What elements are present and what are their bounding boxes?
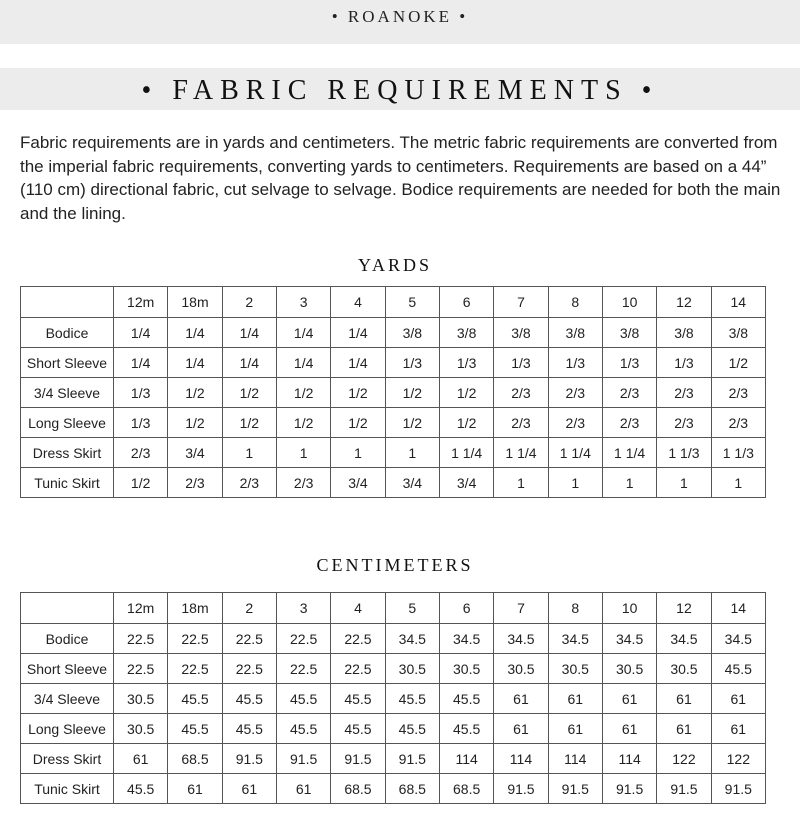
value-cell: 1 bbox=[657, 468, 711, 498]
section-heading-text: • FABRIC REQUIREMENTS • bbox=[141, 75, 659, 106]
size-header-cell: 10 bbox=[602, 593, 656, 624]
value-cell: 1/3 bbox=[439, 348, 493, 378]
table-row bbox=[21, 714, 766, 744]
value-cell: 1/4 bbox=[168, 348, 222, 378]
value-cell: 22.5 bbox=[114, 624, 168, 654]
value-cell: 34.5 bbox=[548, 624, 602, 654]
value-cell: 122 bbox=[711, 744, 765, 774]
value-cell: 30.5 bbox=[385, 654, 439, 684]
value-cell: 2/3 bbox=[602, 378, 656, 408]
value-cell: 68.5 bbox=[439, 774, 493, 804]
value-cell: 61 bbox=[657, 684, 711, 714]
value-cell: 45.5 bbox=[439, 714, 493, 744]
value-cell: 34.5 bbox=[385, 624, 439, 654]
value-cell: 3/4 bbox=[168, 438, 222, 468]
size-header-cell: 5 bbox=[385, 287, 439, 318]
value-cell: 2/3 bbox=[657, 378, 711, 408]
value-cell: 61 bbox=[276, 774, 330, 804]
table-row bbox=[21, 624, 766, 654]
table-row bbox=[21, 684, 766, 714]
value-cell: 1/4 bbox=[331, 348, 385, 378]
size-header-cell: 3 bbox=[276, 593, 330, 624]
value-cell: 45.5 bbox=[385, 714, 439, 744]
value-cell: 1 1/3 bbox=[657, 438, 711, 468]
value-cell: 3/8 bbox=[494, 318, 548, 348]
size-header-cell: 3 bbox=[276, 287, 330, 318]
value-cell: 1/3 bbox=[114, 408, 168, 438]
value-cell: 61 bbox=[711, 684, 765, 714]
size-header-cell: 12 bbox=[657, 287, 711, 318]
value-cell: 1/2 bbox=[168, 378, 222, 408]
size-header-cell: 10 bbox=[602, 287, 656, 318]
size-header-cell: 5 bbox=[385, 593, 439, 624]
value-cell: 2/3 bbox=[222, 468, 276, 498]
value-cell: 1/2 bbox=[222, 408, 276, 438]
table-row bbox=[21, 378, 766, 408]
row-label-cell: Short Sleeve bbox=[21, 654, 114, 684]
value-cell: 30.5 bbox=[494, 654, 548, 684]
value-cell: 2/3 bbox=[602, 408, 656, 438]
value-cell: 1/2 bbox=[276, 378, 330, 408]
value-cell: 1/3 bbox=[657, 348, 711, 378]
value-cell: 34.5 bbox=[657, 624, 711, 654]
section-heading bbox=[0, 68, 800, 110]
value-cell: 1/2 bbox=[331, 408, 385, 438]
value-cell: 91.5 bbox=[711, 774, 765, 804]
value-cell: 91.5 bbox=[657, 774, 711, 804]
value-cell: 3/8 bbox=[602, 318, 656, 348]
value-cell: 45.5 bbox=[222, 684, 276, 714]
value-cell: 61 bbox=[602, 684, 656, 714]
value-cell: 2/3 bbox=[494, 408, 548, 438]
table-row bbox=[21, 744, 766, 774]
value-cell: 45.5 bbox=[222, 714, 276, 744]
value-cell: 45.5 bbox=[168, 714, 222, 744]
value-cell: 1 1/4 bbox=[494, 438, 548, 468]
value-cell: 1 bbox=[494, 468, 548, 498]
value-cell: 45.5 bbox=[168, 684, 222, 714]
row-label-cell: 3/4 Sleeve bbox=[21, 378, 114, 408]
value-cell: 1 bbox=[711, 468, 765, 498]
table-row bbox=[21, 438, 766, 468]
value-cell: 1/3 bbox=[114, 378, 168, 408]
value-cell: 22.5 bbox=[276, 654, 330, 684]
row-label-cell: Long Sleeve bbox=[21, 714, 114, 744]
value-cell: 1/4 bbox=[222, 318, 276, 348]
value-cell: 1/3 bbox=[548, 348, 602, 378]
size-header-cell: 4 bbox=[331, 287, 385, 318]
value-cell: 45.5 bbox=[331, 714, 385, 744]
value-cell: 2/3 bbox=[276, 468, 330, 498]
value-cell: 91.5 bbox=[602, 774, 656, 804]
value-cell: 2/3 bbox=[711, 408, 765, 438]
value-cell: 2/3 bbox=[548, 378, 602, 408]
row-label-cell: Bodice bbox=[21, 318, 114, 348]
value-cell: 122 bbox=[657, 744, 711, 774]
value-cell: 22.5 bbox=[222, 654, 276, 684]
value-cell: 61 bbox=[494, 684, 548, 714]
value-cell: 30.5 bbox=[439, 654, 493, 684]
value-cell: 1/4 bbox=[276, 318, 330, 348]
value-cell: 91.5 bbox=[494, 774, 548, 804]
brand-bar bbox=[0, 0, 800, 44]
value-cell: 34.5 bbox=[711, 624, 765, 654]
value-cell: 34.5 bbox=[494, 624, 548, 654]
value-cell: 1 1/4 bbox=[439, 438, 493, 468]
value-cell: 114 bbox=[602, 744, 656, 774]
value-cell: 30.5 bbox=[548, 654, 602, 684]
value-cell: 1 1/4 bbox=[602, 438, 656, 468]
value-cell: 114 bbox=[494, 744, 548, 774]
value-cell: 22.5 bbox=[114, 654, 168, 684]
value-cell: 1/2 bbox=[222, 378, 276, 408]
table-header-row bbox=[21, 593, 766, 624]
value-cell: 30.5 bbox=[657, 654, 711, 684]
value-cell: 61 bbox=[222, 774, 276, 804]
value-cell: 91.5 bbox=[331, 744, 385, 774]
value-cell: 3/4 bbox=[331, 468, 385, 498]
value-cell: 22.5 bbox=[276, 624, 330, 654]
value-cell: 1 bbox=[385, 438, 439, 468]
row-label-cell: Long Sleeve bbox=[21, 408, 114, 438]
value-cell: 45.5 bbox=[114, 774, 168, 804]
value-cell: 3/8 bbox=[439, 318, 493, 348]
size-header-cell: 2 bbox=[222, 287, 276, 318]
value-cell: 1/4 bbox=[114, 348, 168, 378]
value-cell: 1/4 bbox=[276, 348, 330, 378]
size-header-cell: 4 bbox=[331, 593, 385, 624]
value-cell: 2/3 bbox=[494, 378, 548, 408]
table-row bbox=[21, 318, 766, 348]
value-cell: 45.5 bbox=[711, 654, 765, 684]
value-cell: 2/3 bbox=[548, 408, 602, 438]
size-header-cell: 6 bbox=[439, 287, 493, 318]
value-cell: 45.5 bbox=[331, 684, 385, 714]
size-header-cell: 6 bbox=[439, 593, 493, 624]
value-cell: 1 1/3 bbox=[711, 438, 765, 468]
row-label-cell: Dress Skirt bbox=[21, 744, 114, 774]
value-cell: 1 bbox=[222, 438, 276, 468]
value-cell: 30.5 bbox=[602, 654, 656, 684]
value-cell: 45.5 bbox=[439, 684, 493, 714]
corner-cell bbox=[21, 593, 114, 624]
value-cell: 91.5 bbox=[548, 774, 602, 804]
value-cell: 1/2 bbox=[439, 378, 493, 408]
value-cell: 45.5 bbox=[276, 684, 330, 714]
value-cell: 3/4 bbox=[439, 468, 493, 498]
value-cell: 61 bbox=[711, 714, 765, 744]
value-cell: 1/2 bbox=[276, 408, 330, 438]
value-cell: 1 bbox=[602, 468, 656, 498]
table-header-row bbox=[21, 287, 766, 318]
value-cell: 22.5 bbox=[168, 624, 222, 654]
value-cell: 30.5 bbox=[114, 714, 168, 744]
value-cell: 45.5 bbox=[276, 714, 330, 744]
value-cell: 1 bbox=[331, 438, 385, 468]
table-row bbox=[21, 468, 766, 498]
value-cell: 22.5 bbox=[331, 624, 385, 654]
value-cell: 114 bbox=[439, 744, 493, 774]
value-cell: 2/3 bbox=[168, 468, 222, 498]
row-label-cell: Dress Skirt bbox=[21, 438, 114, 468]
value-cell: 1/3 bbox=[494, 348, 548, 378]
value-cell: 22.5 bbox=[168, 654, 222, 684]
value-cell: 3/8 bbox=[657, 318, 711, 348]
size-header-cell: 18m bbox=[168, 593, 222, 624]
value-cell: 1/2 bbox=[385, 408, 439, 438]
value-cell: 61 bbox=[494, 714, 548, 744]
row-label-cell: Tunic Skirt bbox=[21, 774, 114, 804]
value-cell: 1/2 bbox=[711, 348, 765, 378]
value-cell: 61 bbox=[657, 714, 711, 744]
value-cell: 1/3 bbox=[602, 348, 656, 378]
value-cell: 1 bbox=[548, 468, 602, 498]
brand-name: • ROANOKE • bbox=[331, 7, 469, 26]
value-cell: 34.5 bbox=[439, 624, 493, 654]
value-cell: 1/2 bbox=[439, 408, 493, 438]
value-cell: 1 1/4 bbox=[548, 438, 602, 468]
yards-table-title: YARDS bbox=[357, 255, 433, 275]
size-header-cell: 7 bbox=[494, 287, 548, 318]
size-header-cell: 12 bbox=[657, 593, 711, 624]
value-cell: 68.5 bbox=[331, 774, 385, 804]
table-row bbox=[21, 654, 766, 684]
centimeters-table bbox=[20, 592, 766, 804]
value-cell: 61 bbox=[114, 744, 168, 774]
yards-table bbox=[20, 286, 766, 498]
intro-paragraph: Fabric requirements are in yards and centimeters. The metric fabric requirements are converted from the imperial fabric requirements, converting yards to centimeters. Requirements are based on a 44” (110 cm) directional fabric, cut selvage to selvage. Bodice requirements are needed for both the main and the lining. bbox=[20, 133, 781, 223]
value-cell: 91.5 bbox=[222, 744, 276, 774]
size-header-cell: 18m bbox=[168, 287, 222, 318]
value-cell: 2/3 bbox=[657, 408, 711, 438]
value-cell: 30.5 bbox=[114, 684, 168, 714]
value-cell: 91.5 bbox=[276, 744, 330, 774]
value-cell: 22.5 bbox=[331, 654, 385, 684]
value-cell: 1/2 bbox=[168, 408, 222, 438]
value-cell: 61 bbox=[602, 714, 656, 744]
value-cell: 3/8 bbox=[385, 318, 439, 348]
row-label-cell: 3/4 Sleeve bbox=[21, 684, 114, 714]
value-cell: 3/8 bbox=[711, 318, 765, 348]
size-header-cell: 2 bbox=[222, 593, 276, 624]
value-cell: 1/4 bbox=[331, 318, 385, 348]
row-label-cell: Short Sleeve bbox=[21, 348, 114, 378]
size-header-cell: 8 bbox=[548, 593, 602, 624]
value-cell: 34.5 bbox=[602, 624, 656, 654]
value-cell: 1/3 bbox=[385, 348, 439, 378]
value-cell: 1/2 bbox=[385, 378, 439, 408]
value-cell: 1/2 bbox=[114, 468, 168, 498]
size-header-cell: 7 bbox=[494, 593, 548, 624]
size-header-cell: 12m bbox=[114, 287, 168, 318]
value-cell: 2/3 bbox=[114, 438, 168, 468]
table-row bbox=[21, 348, 766, 378]
value-cell: 68.5 bbox=[385, 774, 439, 804]
value-cell: 3/4 bbox=[385, 468, 439, 498]
table-row bbox=[21, 774, 766, 804]
value-cell: 1 bbox=[276, 438, 330, 468]
value-cell: 68.5 bbox=[168, 744, 222, 774]
value-cell: 1/4 bbox=[114, 318, 168, 348]
value-cell: 22.5 bbox=[222, 624, 276, 654]
table-row bbox=[21, 408, 766, 438]
value-cell: 3/8 bbox=[548, 318, 602, 348]
centimeters-table-title: CENTIMETERS bbox=[316, 555, 474, 575]
corner-cell bbox=[21, 287, 114, 318]
value-cell: 1/2 bbox=[331, 378, 385, 408]
size-header-cell: 8 bbox=[548, 287, 602, 318]
value-cell: 61 bbox=[548, 684, 602, 714]
row-label-cell: Tunic Skirt bbox=[21, 468, 114, 498]
row-label-cell: Bodice bbox=[21, 624, 114, 654]
value-cell: 1/4 bbox=[222, 348, 276, 378]
value-cell: 1/4 bbox=[168, 318, 222, 348]
size-header-cell: 14 bbox=[711, 287, 765, 318]
value-cell: 61 bbox=[548, 714, 602, 744]
size-header-cell: 14 bbox=[711, 593, 765, 624]
value-cell: 91.5 bbox=[385, 744, 439, 774]
value-cell: 2/3 bbox=[711, 378, 765, 408]
value-cell: 114 bbox=[548, 744, 602, 774]
value-cell: 45.5 bbox=[385, 684, 439, 714]
value-cell: 61 bbox=[168, 774, 222, 804]
size-header-cell: 12m bbox=[114, 593, 168, 624]
